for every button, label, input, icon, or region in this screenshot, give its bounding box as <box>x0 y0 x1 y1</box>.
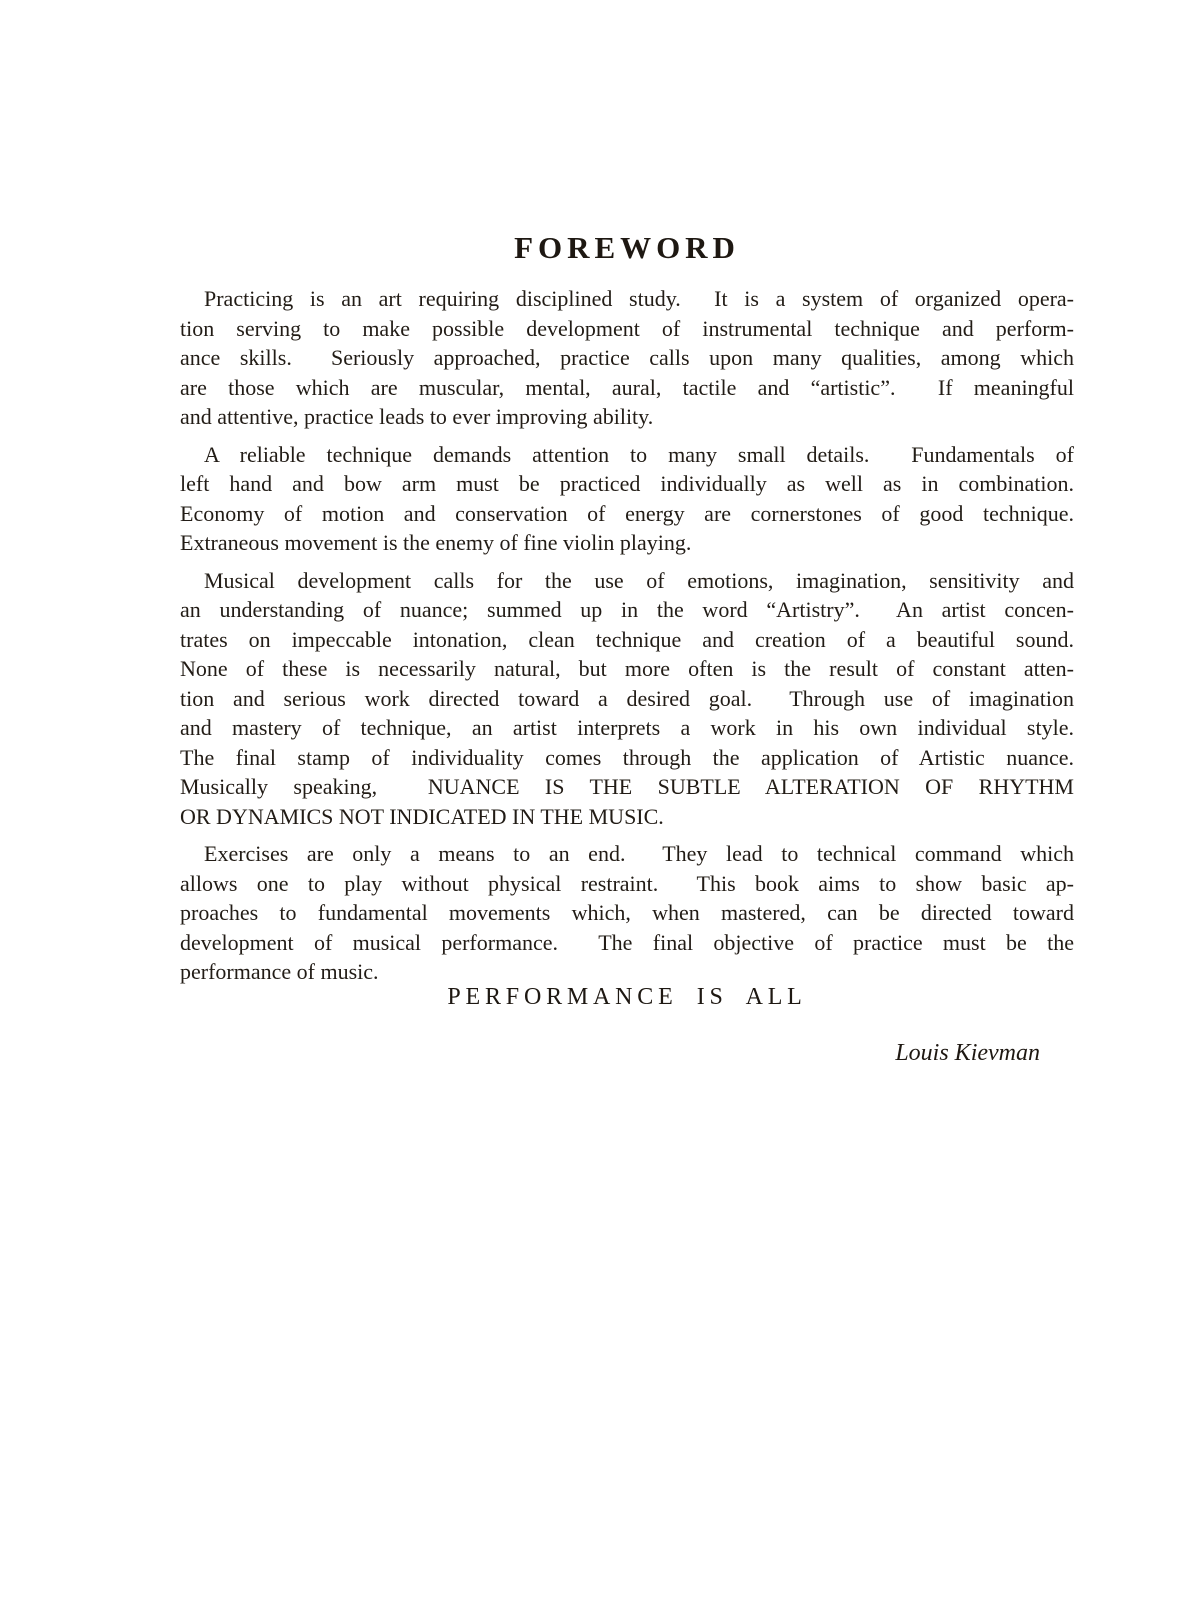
text-line: allows one to play without physical restraint. This book aims to show basic ap- <box>180 870 1074 896</box>
paragraph <box>180 284 1074 432</box>
text-line: are those which are muscular, mental, aural, tactile and “artistic”. If meaningful <box>180 374 1074 400</box>
text-line: ance skills. Seriously approached, practice calls upon many qualities, among which <box>180 345 1074 370</box>
text-line: and attentive, practice leads to ever improving ability. <box>180 404 654 429</box>
paragraph <box>180 839 1074 987</box>
paragraph <box>180 440 1074 558</box>
text-line: left hand and bow arm must be practiced individually as well as in combination. <box>180 471 1074 496</box>
text-line: Musically speaking, NUANCE IS THE SUBTLE ALTERATION OF RHYTHM <box>180 774 1074 799</box>
body-paragraphs <box>180 284 1074 987</box>
text-line: Extraneous movement is the enemy of fine violin playing. <box>180 530 692 555</box>
text-line: None of these is necessarily natural, but more often is the result of constant atten- <box>180 656 1074 681</box>
paragraph <box>180 566 1074 832</box>
text-line: tion serving to make possible development of instrumental technique and perform- <box>180 315 1074 341</box>
text-line: tion and serious work directed toward a desired goal. Through use of imagination <box>180 685 1074 711</box>
text-line: The final stamp of individuality comes through the application of Artistic nuance. <box>180 744 1074 770</box>
author-signature: Louis Kievman <box>895 1040 1040 1066</box>
text-line: trates on impeccable intonation, clean technique and creation of a beautiful sound. <box>180 626 1074 652</box>
text-line: Practicing is an art requiring disciplined study. It is a system of organized opera- <box>204 286 1074 311</box>
text-line: performance of music. <box>180 959 379 984</box>
text-line: Musical development calls for the use of emotions, imagination, sensitivity and <box>204 567 1074 593</box>
foreword-title: FOREWORD <box>514 230 740 265</box>
performance-statement: PERFORMANCE IS ALL <box>447 984 807 1010</box>
text-line: A reliable technique demands attention to many small details. Fundamentals of <box>204 441 1074 467</box>
text-line: Economy of motion and conservation of energy are cornerstones of good technique. <box>180 500 1074 526</box>
text-line: Exercises are only a means to an end. They lead to technical command which <box>204 841 1074 866</box>
text-line: development of musical performance. The final objective of practice must be the <box>180 929 1074 955</box>
text-line: an understanding of nuance; summed up in the word “Artistry”. An artist concen- <box>180 597 1074 622</box>
text-line: proaches to fundamental movements which, when mastered, can be directed toward <box>180 900 1074 925</box>
text-line: OR DYNAMICS NOT INDICATED IN THE MUSIC. <box>180 803 664 829</box>
text-line: and mastery of technique, an artist interprets a work in his own individual style. <box>180 715 1074 740</box>
